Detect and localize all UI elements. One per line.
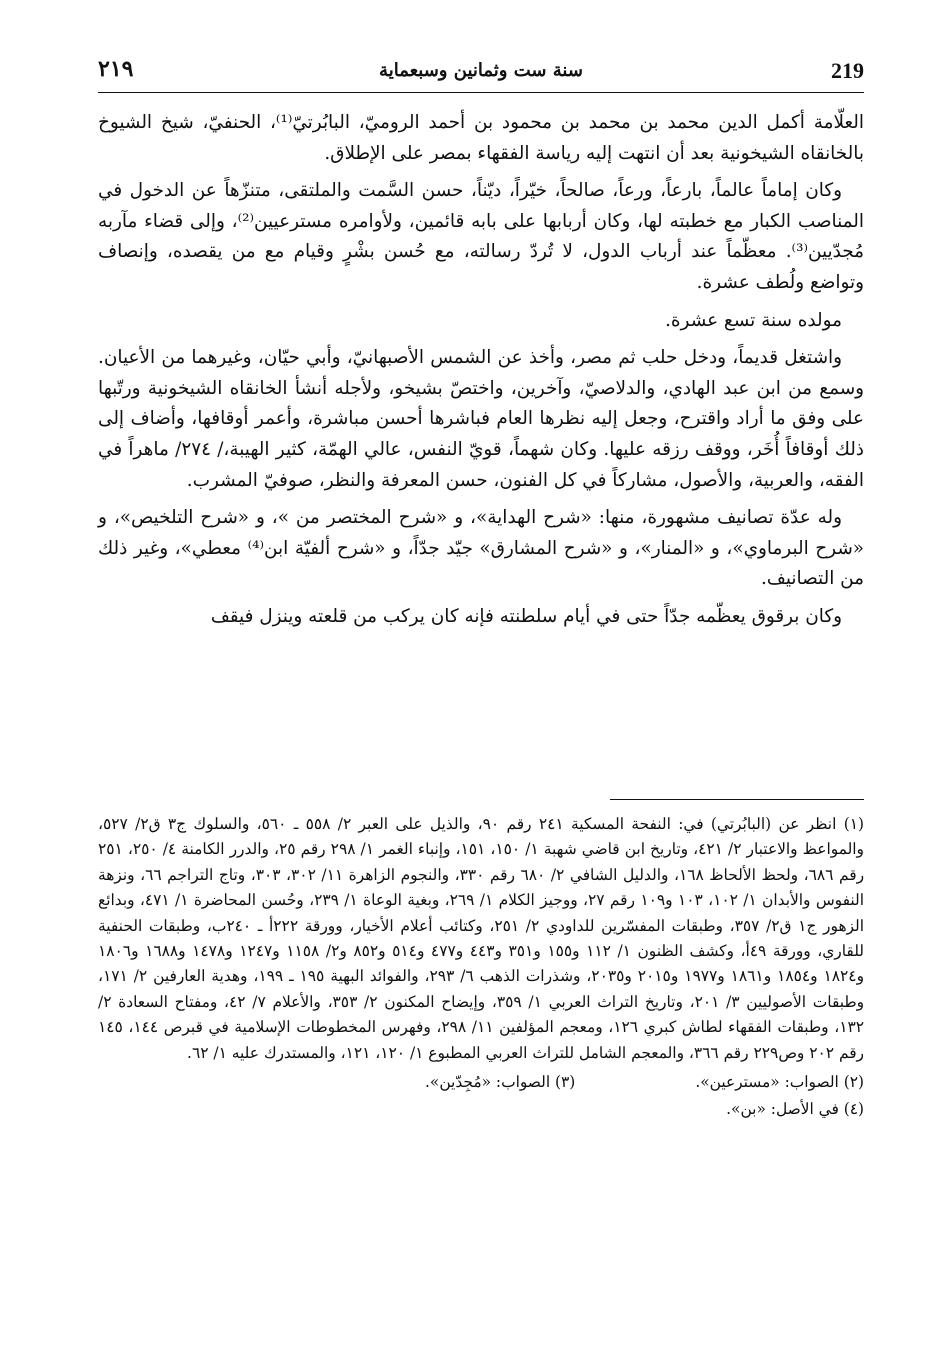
- footnote-4: (٤) في الأصل: «بن».: [726, 1100, 864, 1119]
- page-header: [98, 52, 864, 92]
- paragraph-3: مولده سنة تسع عشرة.: [665, 309, 842, 331]
- header-rule: [98, 92, 864, 93]
- main-text: [98, 108, 864, 640]
- page-number-latin: 219: [831, 58, 864, 83]
- footnote-2: (٢) الصواب: «مسترعين».: [695, 1073, 864, 1092]
- paragraph-4: واشتغل قديماً، ودخل حلب ثم مصر، وأخذ عن الشمس الأصبهانيّ، وأبي حيّان، وغيرهما من الأعيان. وسمع من ابن عبد الهادي، والدلاصيّ، وآخرين، واختصّ بشيخو، ولأجله أنشأ الخانقاه الشيخونية ورتّبها على وفق ما أراد واقترح، وجعل إليه نظرها العام فباشرها أحسن مباشرة، وأعمر أوقافها، وأضاف إلى ذلك أوقافاً أُخَر، ووقف رزقه عليها. وكان شهماً، قويّ النفس، عالي الهمّة، كثير الهيبة،/ ٢٧٤/ ماهراً في الفقه، والعربية، والأصول، مشاركاً في كل الفنون، حسن المعرفة والنظر، صوفيّ المشرب.: [98, 347, 864, 491]
- running-title: سنة ست وثمانين وسبعماية: [379, 60, 583, 81]
- footnote-3: (٣) الصواب: «مُجِدّين».: [425, 1073, 576, 1092]
- page-number-arabic: ٢١٩: [98, 56, 134, 82]
- paragraph-5: وله عدّة تصانيف مشهورة، منها: «شرح الهداية»، و «شرح المختصر من »، و «شرح التلخيص»، و «شرح البرماوي»، و «المنار»، و «شرح المشارق» جيّد جدّاً، و «شرح ألفيّة ابن⁽⁴⁾ معطي»، وغير ذلك من التصانيف.: [98, 507, 864, 590]
- paragraph-2: وكان إماماً عالماً، بارعاً، ورعاً، صالحاً، خيّراً، ديّناً، حسن السَّمت والملتقى، متنزّهاً عن الدخول في المناصب الكبار مع خطبته لها، وكان أربابها على بابه قائمين، ولأوامره مسترعيين⁽²⁾، وإلى قضاء مآربه مُجدّيين⁽³⁾. معظّماً عند أرباب الدول، لا تُردّ رسالته، مع حُسن بشْرٍ وقيام مع من يقصده، وإنصاف وتواضع ولُطف عشرة.: [98, 180, 865, 293]
- paragraph-6: وكان برقوق يعظّمه جدّاً حتى في أيام سلطنته فإنه كان يركب من قلعته وينزل فيقف: [210, 605, 842, 627]
- footnote-row-2: [98, 1097, 864, 1122]
- paragraph-1: العلّامة أكمل الدين محمد بن محمد بن محمود بن أحمد الروميّ، البابُرتيّ⁽¹⁾، الحنفيّ، شيخ الشيوخ بالخانقاه الشيخونية بعد أن انتهت إليه رياسة الفقهاء بمصر على الإطلاق.: [98, 112, 864, 164]
- footnotes: [98, 812, 864, 1123]
- footnote-row: [98, 1070, 864, 1095]
- footnote-rule: [610, 799, 864, 800]
- footnote-1: (١) انظر عن (البابُرتي) في: النفحة المسكية ٢٤١ رقم ٩٠، والذيل على العبر ٢/ ٥٥٨ ـ ٥٦٠، والسلوك ج٣ ق٢/ ٥٢٧، والمواعظ والاعتبار ٢/ ٤٢١، وتاريخ ابن قاضي شهبة ١/ ١٥٠، ١٥١، وإنباء الغمر ١/ ٢٩٨ رقم ٢٥، والدرر الكامنة ٤/ ٢٥٠، ٢٥١ رقم ٦٨٦، ولحظ الألحاظ ١٦٨، والدليل الشافي ٢/ ٦٨٠ رقم ٣٣٠، والنجوم الزاهرة ١١/ ٣٠٢، ٣٠٣، وتاج التراجم ٦٦، ونزهة النفوس والأبدان ١/ ١٠٢، ١٠٣ و١٠٩ رقم ٢٧، ووجيز الكلام ١/ ٢٦٩، وبغية الوعاة ١/ ٢٣٩، وحُسن المحاضرة ١/ ٤٧١، وبدائع الزهور ج١ ق٢/ ٣٥٧، وطبقات المفسّرين للداودي ٢/ ٢٥١، وكتائب أعلام الأخيار، وورقة ٢٢٢أ ـ ٢٤٠ب، وطبقات الحنفية للقاري، وورقة ٤٩أ، وكشف الظنون ١/ ١١٢ و١٥٥ و٣٥١ و٤٤٣ و٤٧٧ و٥١٤ و٨٥٢ و٢/ ١١٥٨ و١٢٤٧ و١٤٧٨ و١٦٨٨ و١٨٠٦ و١٨٢٤ و١٨٥٤ و١٨٦١ و١٩٧٧ و٢٠١٥ و٢٠٣٥، وشذرات الذهب ٦/ ٢٩٣، والفوائد البهية ١٩٥ ـ ١٩٩، وهدية العارفين ٢/ ١٧١، وطبقات الأصوليين ٣/ ٢٠١، وتاريخ التراث العربي ١/ ٣٥٩، وإيضاح المكنون ٢/ ٣٥٣، والأعلام ٧/ ٤٢، ومفتاح السعادة ٢/ ١٣٢، وطبقات الفقهاء لطاش كبري ١٢٦، ومعجم المؤلفين ١١/ ٢٩٨، وفهرس المخطوطات الإسلامية في قبرص ١٤٤، ١٤٥ رقم ٢٠٢ وص٢٢٩ رقم ٣٦٦، والمعجم الشامل للتراث العربي المطبوع ١/ ١٢٠، ١٢١، والمستدرك عليه ١/ ٦٢.: [98, 815, 865, 1062]
